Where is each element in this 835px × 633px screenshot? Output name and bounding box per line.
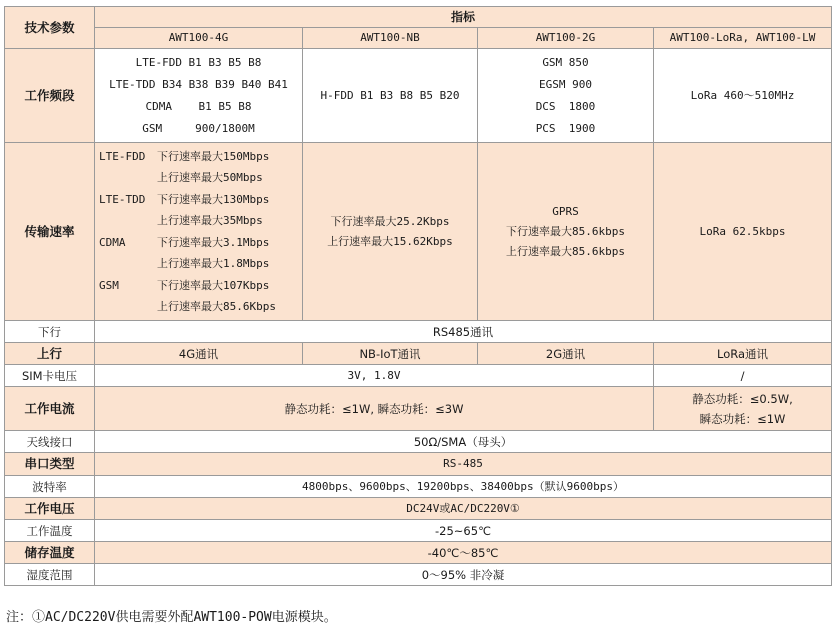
uplink-nb: NB-IoT通讯	[303, 343, 478, 365]
antenna-value: 50Ω/SMA（母头）	[95, 431, 832, 453]
freq-2g-line: GSM 850	[542, 55, 589, 69]
serial-row	[5, 453, 832, 476]
uplink-row	[5, 343, 832, 365]
spec-table	[4, 6, 832, 586]
current-lora-line: 瞬态功耗：≤1W	[699, 411, 786, 426]
voltage-row	[5, 498, 832, 520]
store-temp-value: -40℃～85℃	[95, 542, 832, 564]
freq-row	[5, 49, 832, 143]
current-lora-cell	[654, 387, 832, 431]
rate-4g-value: 上行速率最大35Mbps	[157, 214, 263, 227]
uplink-label: 上行	[5, 343, 95, 365]
rate-4g-value: 上行速率最大1.8Mbps	[157, 257, 270, 270]
current-row	[5, 387, 832, 431]
col-lora-header: AWT100-LoRa, AWT100-LW	[654, 28, 832, 49]
freq-2g-line: DCS 1800	[535, 99, 596, 113]
current-lora-line: 静态功耗：≤0.5W,	[692, 391, 793, 406]
freq-lora-cell: LoRa 460～510MHz	[654, 49, 832, 143]
rate-row	[5, 143, 832, 321]
uplink-2g: 2G通讯	[478, 343, 654, 365]
humidity-value: 0～95% 非冷凝	[95, 564, 832, 586]
downlink-value: RS485通讯	[95, 321, 832, 343]
rate-nb-cell	[303, 143, 478, 321]
rate-4g-value: 上行速率最大85.6Kbps	[157, 300, 276, 313]
current-value: 静态功耗：≤1W, 瞬态功耗：≤3W	[95, 387, 654, 431]
footnote: 注：①AC/DC220V供电需要外配AWT100-POW电源模块。	[6, 610, 337, 625]
rate-nb-line: 上行速率最大15.62Kbps	[327, 234, 453, 248]
rate-4g-mode: LTE-FDD	[99, 149, 146, 163]
store-temp-row	[5, 542, 832, 564]
freq-2g-cell	[478, 49, 654, 143]
param-header: 技术参数	[5, 7, 95, 49]
rate-4g-value: 下行速率最大150Mbps	[157, 149, 270, 163]
op-temp-label: 工作温度	[5, 520, 95, 542]
sim-value: 3V, 1.8V	[95, 365, 654, 387]
rate-4g-value: 下行速率最大107Kbps	[157, 278, 270, 292]
rate-4g-mode	[99, 167, 157, 189]
current-label: 工作电流	[5, 387, 95, 431]
freq-4g-line: LTE-FDD B1 B3 B5 B8	[135, 55, 262, 69]
index-header: 指标	[95, 7, 832, 28]
rate-lora-cell: LoRa 62.5kbps	[654, 143, 832, 321]
baud-value: 4800bps、9600bps、19200bps、38400bps（默认9600bps）	[95, 476, 832, 498]
sim-lora-value: /	[654, 365, 832, 387]
rate-4g-mode	[99, 210, 157, 232]
op-temp-row	[5, 520, 832, 542]
rate-4g-mode	[99, 296, 157, 318]
voltage-value: DC24V或AC/DC220V①	[95, 498, 832, 520]
rate-2g-line: GPRS	[552, 204, 579, 218]
rate-2g-line: 上行速率最大85.6kbps	[506, 244, 625, 258]
rate-4g-mode: LTE-TDD	[99, 192, 146, 206]
freq-4g-line: CDMA B1 B5 B8	[145, 99, 252, 113]
rate-4g-value: 下行速率最大130Mbps	[157, 192, 270, 206]
freq-nb-cell: H-FDD B1 B3 B8 B5 B20	[303, 49, 478, 143]
baud-row	[5, 476, 832, 498]
header-row-2	[5, 28, 832, 49]
op-temp-value: -25~65℃	[95, 520, 832, 542]
downlink-label: 下行	[5, 321, 95, 343]
freq-4g-line: GSM 900/1800M	[142, 121, 255, 135]
col-nb-header: AWT100-NB	[303, 28, 478, 49]
header-row-1	[5, 7, 832, 28]
rate-4g-mode: GSM	[99, 278, 119, 292]
uplink-lora: LoRa通讯	[654, 343, 832, 365]
downlink-row	[5, 321, 832, 343]
rate-4g-mode	[99, 253, 157, 275]
freq-4g-cell	[95, 49, 303, 143]
freq-4g-line: LTE-TDD B34 B38 B39 B40 B41	[109, 77, 288, 91]
rate-nb-line: 下行速率最大25.2Kbps	[330, 214, 450, 228]
rate-label: 传输速率	[5, 143, 95, 321]
col-2g-header: AWT100-2G	[478, 28, 654, 49]
sim-label: SIM卡电压	[5, 365, 95, 387]
rate-4g-value: 上行速率最大50Mbps	[157, 171, 263, 184]
freq-label: 工作频段	[5, 49, 95, 143]
rate-2g-cell	[478, 143, 654, 321]
voltage-label: 工作电压	[5, 498, 95, 520]
antenna-label: 天线接口	[5, 431, 95, 453]
freq-2g-line: PCS 1900	[535, 121, 596, 135]
rate-4g-mode: CDMA	[99, 235, 126, 249]
spec-table-container	[4, 6, 831, 586]
baud-label: 波特率	[5, 476, 95, 498]
uplink-4g: 4G通讯	[95, 343, 303, 365]
freq-2g-line: EGSM 900	[539, 77, 592, 91]
humidity-row	[5, 564, 832, 586]
store-temp-label: 储存温度	[5, 542, 95, 564]
col-4g-header: AWT100-4G	[95, 28, 303, 49]
rate-4g-value: 下行速率最大3.1Mbps	[157, 235, 270, 249]
humidity-label: 湿度范围	[5, 564, 95, 586]
rate-2g-line: 下行速率最大85.6kbps	[506, 224, 625, 238]
rate-4g-cell	[95, 143, 303, 321]
sim-row	[5, 365, 832, 387]
antenna-row	[5, 431, 832, 453]
serial-label: 串口类型	[5, 453, 95, 476]
serial-value: RS-485	[95, 453, 832, 476]
